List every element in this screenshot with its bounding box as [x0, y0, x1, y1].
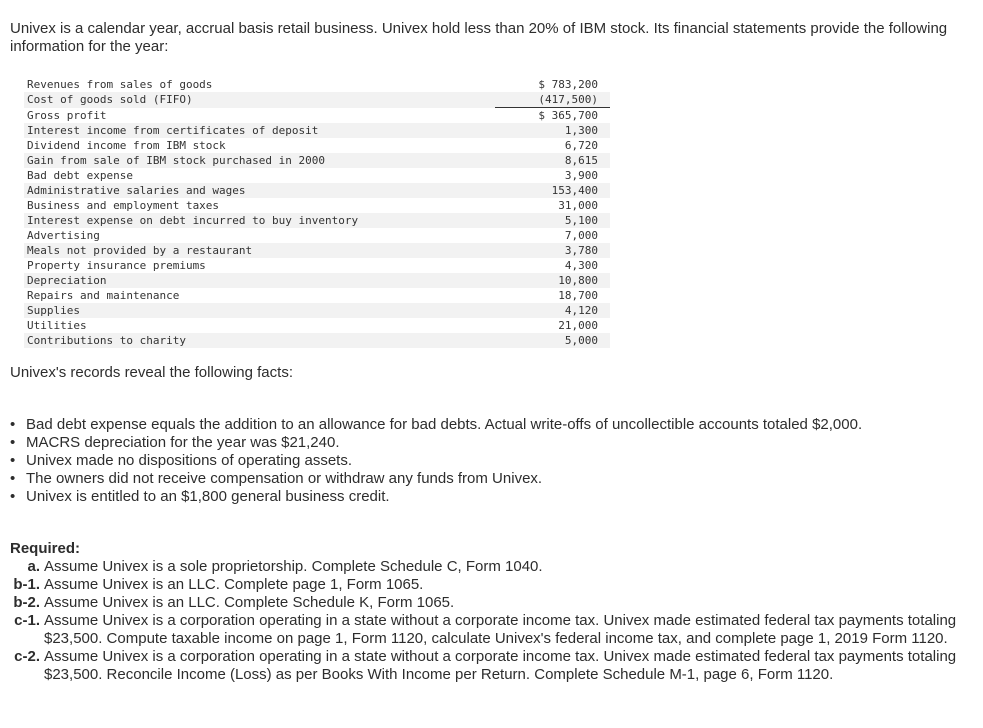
row-label: Interest income from certificates of deposit — [24, 123, 495, 138]
required-item — [10, 558, 970, 576]
row-label: Advertising — [27, 229, 100, 242]
row-label: Property insurance premiums — [27, 259, 206, 272]
required-item-label: c-2. — [14, 648, 40, 665]
table-row — [24, 108, 610, 124]
required-item-label: b-2. — [13, 594, 40, 611]
row-amount: $ 365,700 — [538, 109, 598, 122]
row-label: Meals not provided by a restaurant — [24, 243, 495, 258]
row-label: Utilities — [27, 319, 87, 332]
row-label: Supplies — [24, 303, 495, 318]
table-row — [24, 258, 610, 273]
row-amount: 18,700 — [558, 289, 598, 302]
row-label: Administrative salaries and wages — [24, 183, 495, 198]
required-title: Required: — [10, 540, 81, 557]
row-amount: 3,780 — [495, 243, 610, 258]
row-label: Gain from sale of IBM stock purchased in 2000 — [24, 153, 495, 168]
row-label: Contributions to charity — [24, 333, 495, 348]
row-label: Revenues from sales of goods — [27, 78, 213, 91]
required-item-label: a. — [27, 558, 40, 575]
facts-list — [10, 416, 950, 506]
row-amount: 7,000 — [564, 229, 598, 242]
row-amount: $ 783,200 — [538, 78, 598, 91]
row-amount: 3,900 — [564, 169, 598, 182]
table-row — [24, 198, 610, 213]
table-row — [24, 318, 610, 333]
required-item-label: b-1. — [13, 576, 40, 593]
list-item: • Bad debt expense equals the addition to an allowance for bad debts. Actual write-offs of uncollectible accounts totaled $2,000. — [10, 416, 950, 434]
table-row — [24, 303, 610, 318]
list-item: • MACRS depreciation for the year was $21,240. — [10, 434, 950, 452]
required-item-text: Assume Univex is a corporation operating in a state without a corporate income tax. Univex made estimated federal tax payments totaling $23,500. Reconcile Income (Loss) as per Books With Income per Return. Complete Schedule M-1, page 6, Form 1120. — [44, 648, 957, 683]
table-row — [24, 288, 610, 303]
required-item-text: Assume Univex is an LLC. Complete Schedule K, Form 1065. — [44, 594, 455, 611]
required-item-label: c-1. — [14, 612, 40, 629]
table-row — [24, 123, 610, 138]
facts-heading: Univex's records reveal the following facts: — [10, 364, 293, 381]
row-label: Depreciation — [24, 273, 495, 288]
list-item: • The owners did not receive compensation or withdraw any funds from Univex. — [10, 470, 950, 488]
table-row — [24, 138, 610, 153]
row-amount: 10,800 — [495, 273, 610, 288]
required-item-text: Assume Univex is a sole proprietorship. Complete Schedule C, Form 1040. — [44, 558, 543, 575]
row-amount: 31,000 — [558, 199, 598, 212]
row-label: Bad debt expense — [27, 169, 133, 182]
table-row — [24, 153, 610, 168]
required-item — [10, 612, 970, 648]
row-label: Gross profit — [27, 108, 107, 122]
required-item-text: Assume Univex is a corporation operating in a state without a corporate income tax. Univex made estimated federal tax payments totaling $23,500. Compute taxable income on page 1, Form 1120, calculate Univex's federal income tax, and complete page 1, 2019 Form 1120. — [44, 612, 957, 647]
row-amount: 21,000 — [558, 319, 598, 332]
row-amount: 5,100 — [495, 213, 610, 228]
required-item — [10, 648, 970, 684]
required-item — [10, 576, 970, 594]
row-amount: 4,120 — [495, 303, 610, 318]
table-row — [24, 228, 610, 243]
row-amount: 8,615 — [495, 153, 610, 168]
row-amount: 153,400 — [495, 183, 610, 198]
row-label: Business and employment taxes — [27, 199, 220, 212]
row-label: Cost of goods sold (FIFO) — [24, 92, 495, 108]
table-row — [24, 77, 610, 92]
table-row — [24, 243, 610, 258]
table-row — [24, 183, 610, 198]
row-amount: 5,000 — [495, 333, 610, 348]
table-row — [24, 273, 610, 288]
intro-paragraph: Univex is a calendar year, accrual basis retail business. Univex hold less than 20% of IBM stock. Its financial statements provide the following information for the year: — [10, 20, 948, 55]
table-row — [24, 333, 610, 348]
table-row — [24, 213, 610, 228]
row-label: Dividend income from IBM stock — [27, 139, 226, 152]
required-section — [10, 540, 970, 684]
row-amount: (417,500) — [495, 92, 610, 108]
table-row — [24, 92, 610, 108]
list-item: • Univex is entitled to an $1,800 general business credit. — [10, 488, 950, 506]
required-item-text: Assume Univex is an LLC. Complete page 1, Form 1065. — [44, 576, 424, 593]
row-amount: 4,300 — [564, 259, 598, 272]
row-amount: 6,720 — [564, 139, 598, 152]
financial-statement-table — [24, 77, 610, 348]
row-amount: 1,300 — [495, 123, 610, 138]
table-row — [24, 168, 610, 183]
required-item — [10, 594, 970, 612]
row-label: Repairs and maintenance — [27, 289, 180, 302]
list-item: • Univex made no dispositions of operating assets. — [10, 452, 950, 470]
row-label: Interest expense on debt incurred to buy inventory — [24, 213, 495, 228]
